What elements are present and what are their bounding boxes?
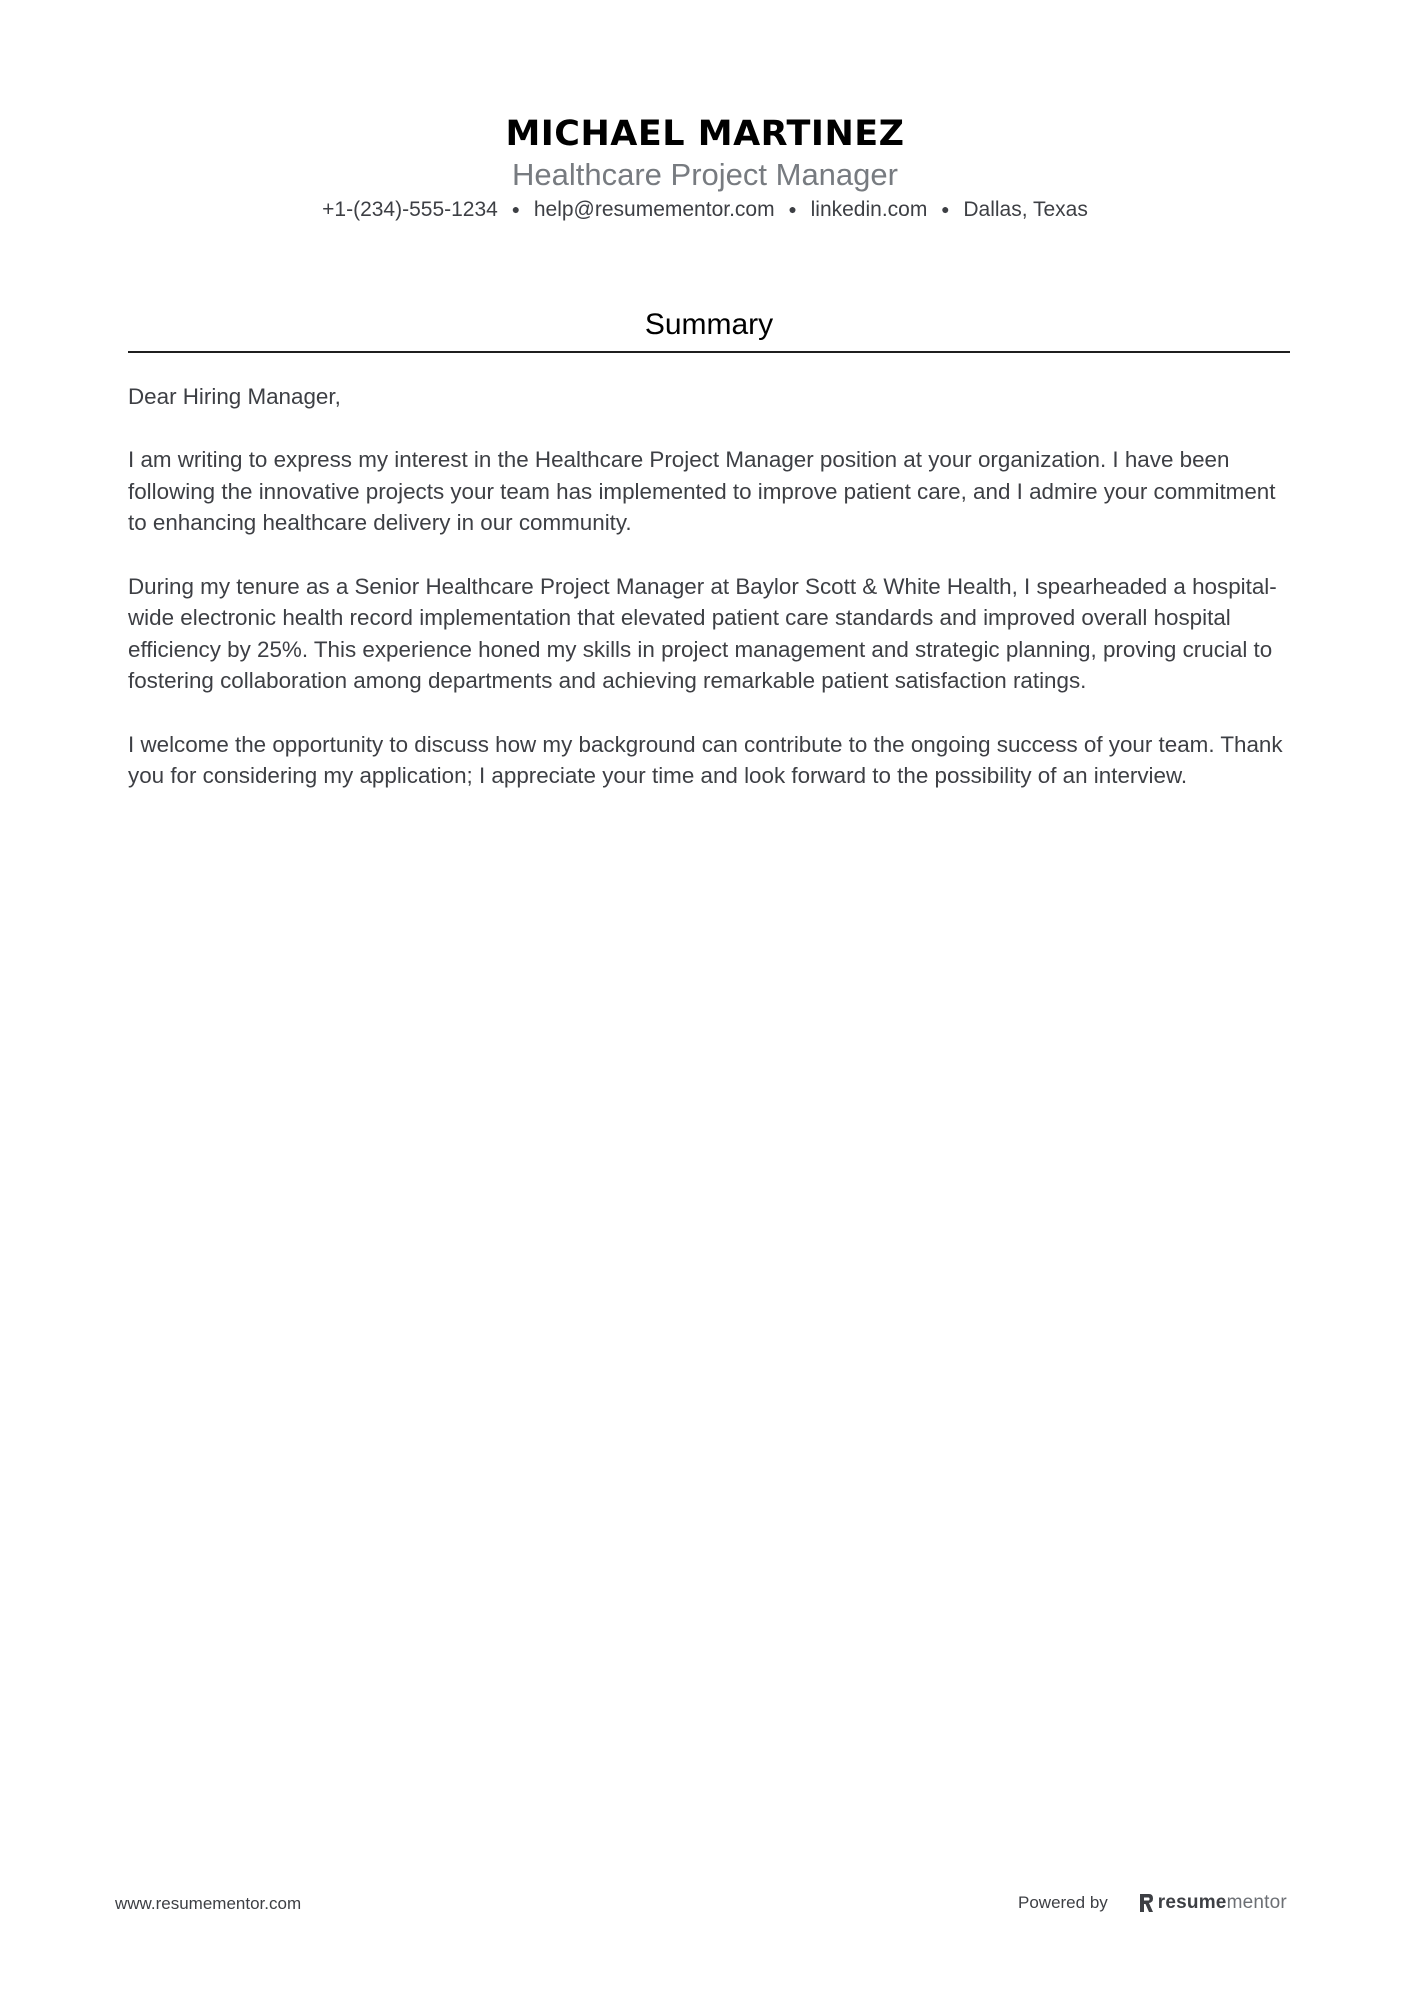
letter-body [128, 381, 1294, 823]
candidate-name: MICHAEL MARTINEZ [505, 114, 905, 154]
section-divider [128, 351, 1290, 353]
header [0, 112, 1410, 224]
job-title: Healthcare Project Manager [512, 157, 898, 192]
contact-linkedin: linkedin.com [810, 198, 928, 221]
resumementor-logo [1138, 1892, 1287, 1914]
salutation: Dear Hiring Manager, [128, 384, 341, 409]
logo-wordmark [1158, 1892, 1287, 1914]
contact-phone: +1-(234)-555-1234 [322, 198, 498, 221]
footer-branding [1018, 1890, 1287, 1916]
logo-wordmark-light: mentor [1226, 1892, 1287, 1913]
bullet-separator: ● [788, 201, 797, 217]
bullet-separator: ● [511, 201, 521, 217]
logo-wordmark-bold: resume [1157, 1892, 1227, 1913]
section-heading: Summary [644, 308, 774, 341]
contact-location: Dallas, Texas [963, 198, 1088, 221]
powered-by-label: Powered by [1018, 1893, 1108, 1912]
letter-paragraph: I am writing to express my interest in the Healthcare Project Manager position at your organization. I have been following the innovative projects your team has implemented to improve patient care, and I admire your commitment to enhancing healthcare delivery in our community. [128, 447, 1276, 536]
resumementor-logo-icon [1138, 1892, 1155, 1914]
contact-line [0, 195, 1410, 224]
bullet-separator: ● [941, 201, 950, 217]
letter-paragraph: I welcome the opportunity to discuss how my background can contribute to the ongoing success of your team. Thank you for considering my application; I appreciate your time and look forward to the possibility of an interview. [128, 731, 1283, 789]
letter-paragraph: During my tenure as a Senior Healthcare Project Manager at Baylor Scott & White Health, I spearheaded a hospital-wide electronic health record implementation that elevated patient care standards and improved overall hospital efficiency by 25%. This experience honed my skills in project management and strategic planning, proving crucial to fostering collaboration among departments and achieving remarkable patient satisfaction ratings. [128, 573, 1277, 694]
contact-email: help@resumementor.com [533, 198, 775, 221]
footer-website: www.resumementor.com [115, 1894, 302, 1913]
